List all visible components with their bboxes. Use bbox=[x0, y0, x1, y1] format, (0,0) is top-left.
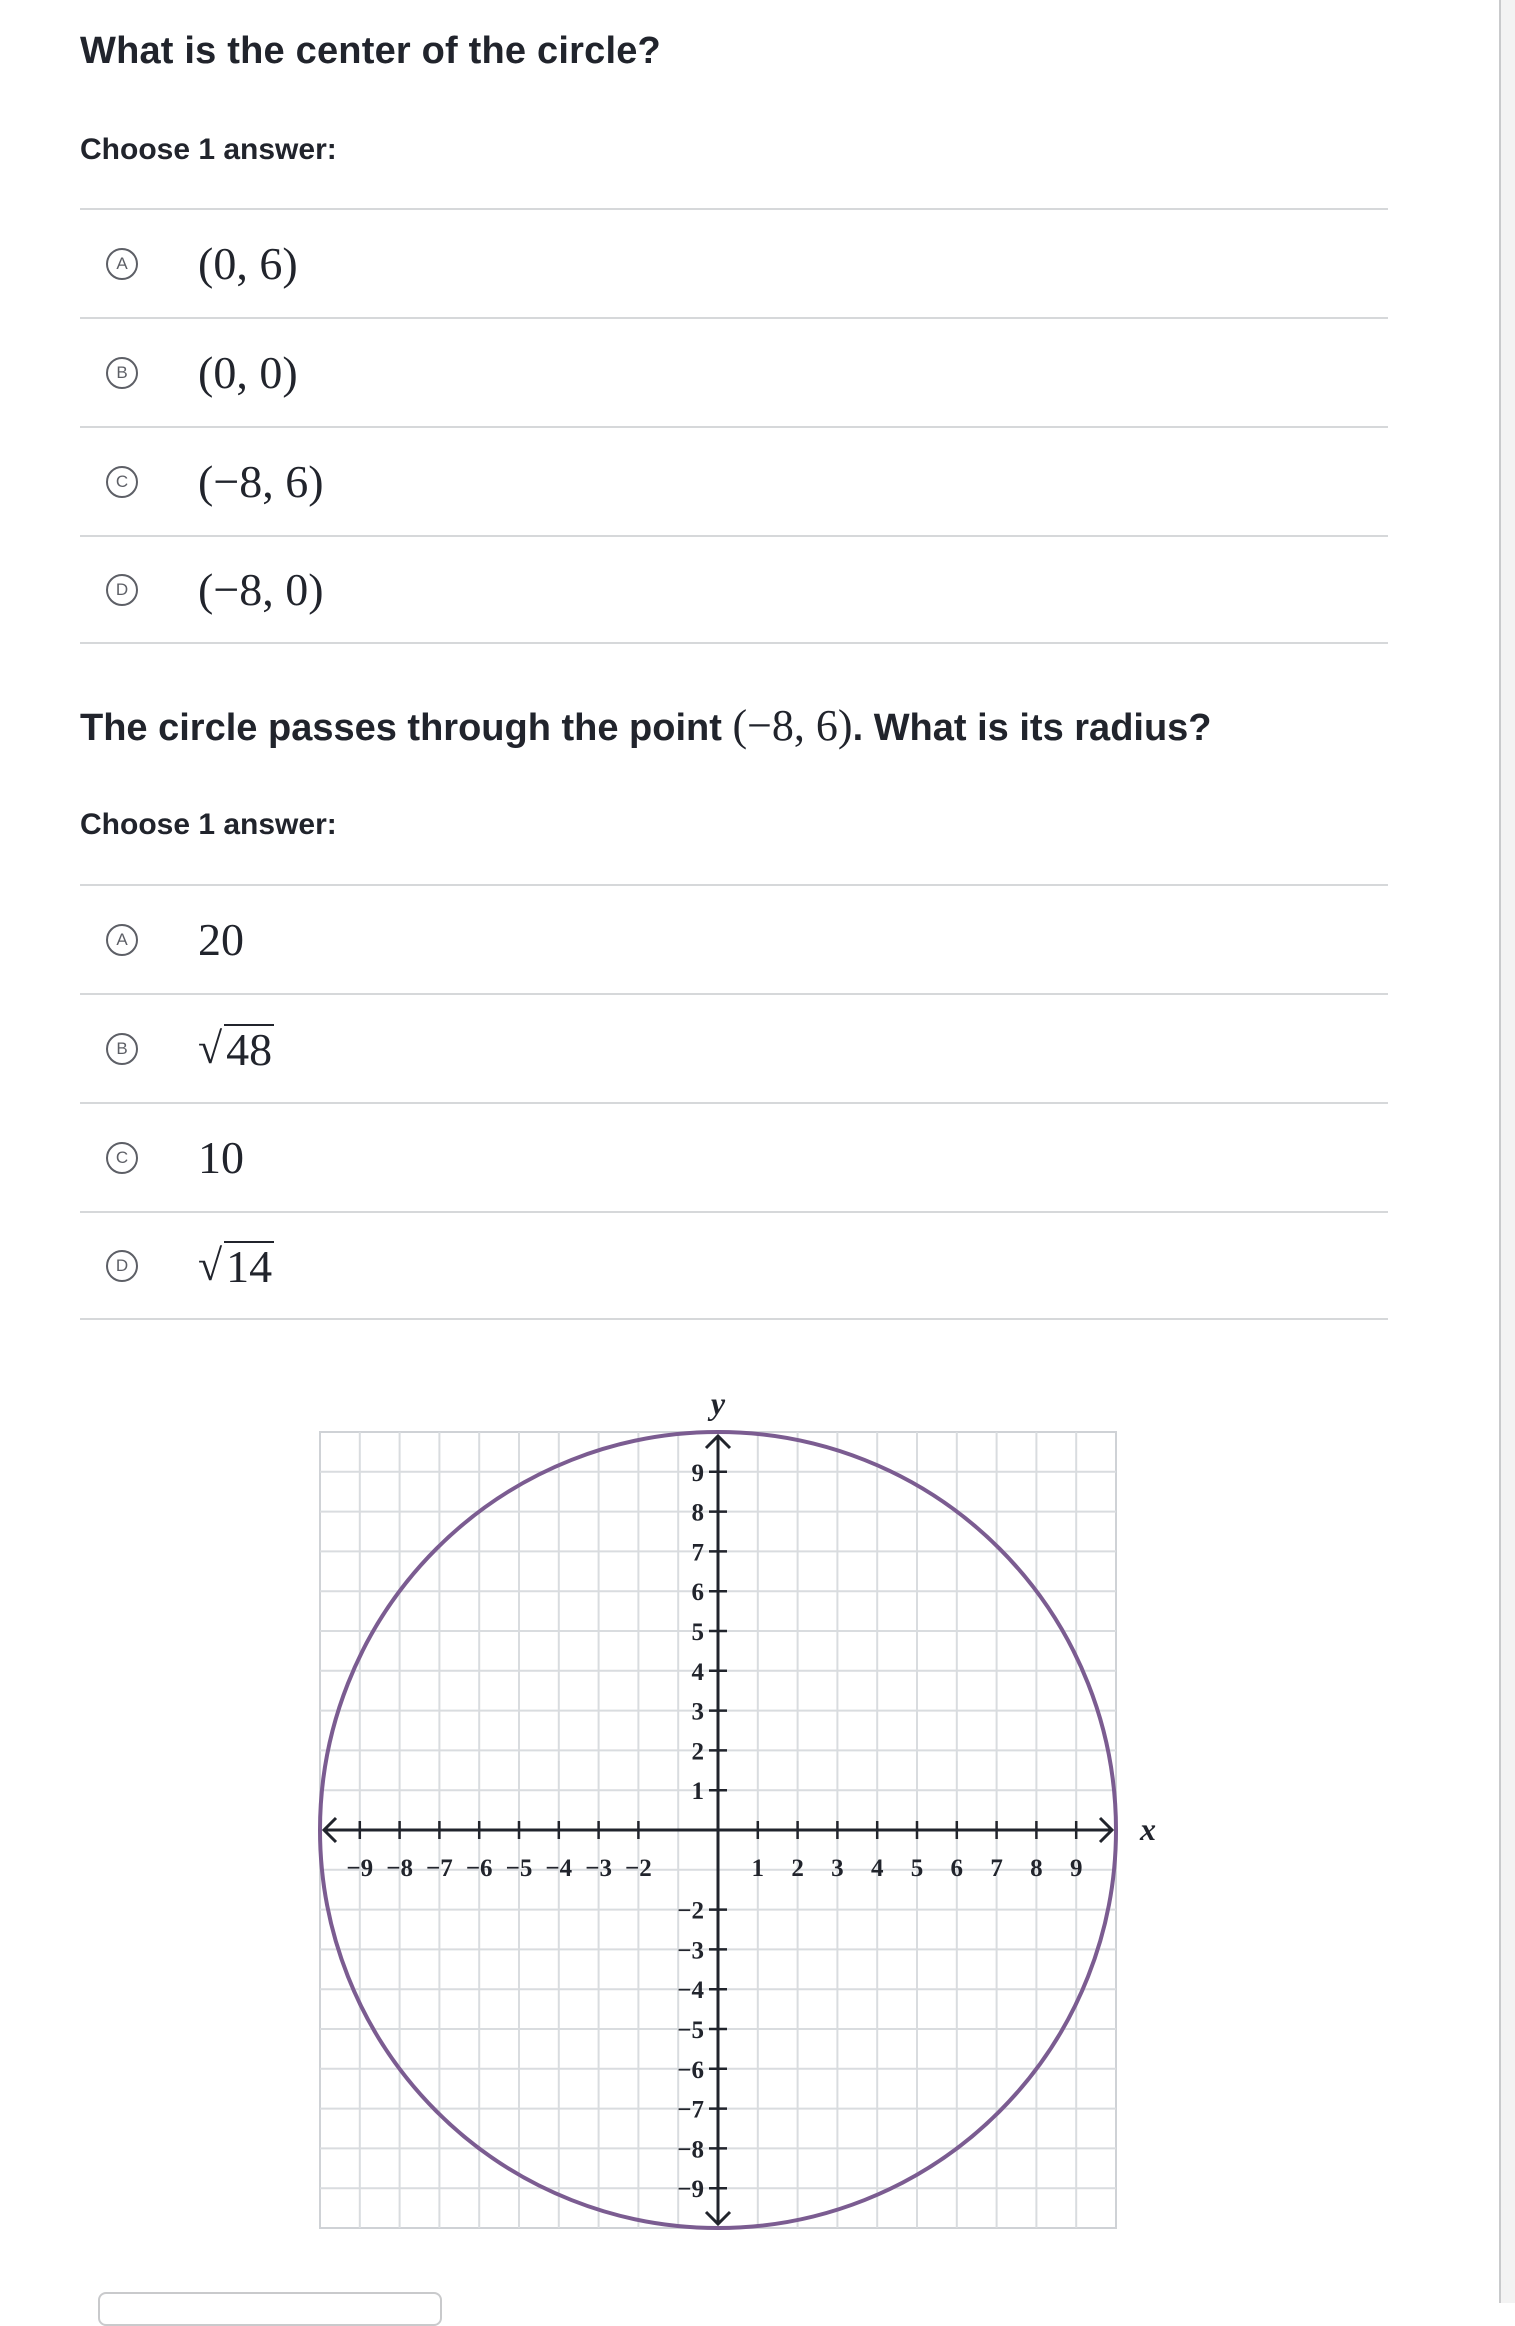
question2-title bbox=[80, 700, 1212, 751]
q1-choice-a[interactable] bbox=[80, 208, 1388, 317]
q2-choice-b[interactable] bbox=[80, 993, 1388, 1102]
y-tick-label: −8 bbox=[677, 2136, 704, 2164]
y-tick-label: −3 bbox=[677, 1937, 704, 1965]
choice-letter-b: B bbox=[106, 357, 138, 389]
x-tick-label: −3 bbox=[585, 1855, 612, 1882]
y-tick-label: 9 bbox=[691, 1459, 704, 1487]
question1-prompt: Choose 1 answer: bbox=[80, 133, 337, 166]
question2-title-before: The circle passes through the point bbox=[80, 707, 733, 749]
choice-answer: (0, 0) bbox=[198, 347, 298, 398]
x-tick-label: −4 bbox=[545, 1855, 573, 1882]
x-tick-label: 5 bbox=[910, 1855, 924, 1882]
x-tick-label: −9 bbox=[346, 1855, 374, 1882]
choice-letter-a: A bbox=[106, 924, 138, 956]
q2-choice-c[interactable] bbox=[80, 1102, 1388, 1211]
y-tick-label: 1 bbox=[691, 1778, 704, 1806]
radicand: 14 bbox=[226, 1240, 273, 1292]
q1-choice-d[interactable] bbox=[80, 535, 1388, 644]
x-tick-label: −6 bbox=[465, 1855, 493, 1882]
choice-letter-c: C bbox=[106, 1142, 138, 1174]
q2-choice-d[interactable] bbox=[80, 1211, 1388, 1320]
x-axis-label: x bbox=[1140, 1811, 1156, 1847]
scrollbar[interactable] bbox=[1499, 0, 1515, 2303]
x-tick-label: −2 bbox=[625, 1855, 652, 1882]
y-tick-label: 6 bbox=[691, 1579, 704, 1607]
choice-letter-b: B bbox=[106, 1033, 138, 1065]
x-tick-label: 9 bbox=[1069, 1855, 1083, 1882]
y-tick-label: 3 bbox=[691, 1698, 704, 1726]
y-tick-label: −4 bbox=[677, 1977, 704, 2005]
x-tick-label: 4 bbox=[870, 1855, 884, 1882]
x-tick-label: 8 bbox=[1030, 1855, 1043, 1882]
x-tick-label: 3 bbox=[831, 1855, 844, 1882]
choice-letter-a: A bbox=[106, 248, 138, 280]
choice-answer: (−8, 6) bbox=[198, 456, 324, 507]
x-tick-label: 6 bbox=[950, 1855, 964, 1882]
y-tick-label: 8 bbox=[691, 1499, 704, 1527]
choice-answer-sqrt bbox=[198, 1240, 274, 1291]
question2-title-after: . What is its radius? bbox=[852, 707, 1212, 749]
question1-title: What is the center of the circle? bbox=[80, 30, 661, 72]
q2-choice-a[interactable] bbox=[80, 884, 1388, 993]
question2-title-point: (−8, 6) bbox=[732, 701, 853, 750]
radical-sign: √ bbox=[198, 1024, 223, 1073]
x-tick-label: 1 bbox=[751, 1855, 765, 1882]
choice-answer: (0, 6) bbox=[198, 238, 298, 289]
choice-letter-c: C bbox=[106, 466, 138, 498]
y-tick-label: −2 bbox=[677, 1897, 704, 1925]
y-tick-label: −9 bbox=[677, 2176, 704, 2204]
y-tick-label: −7 bbox=[677, 2096, 704, 2124]
question2-choices bbox=[80, 884, 1388, 1320]
x-tick-label: 2 bbox=[791, 1855, 804, 1882]
choice-letter-d: D bbox=[106, 1250, 138, 1282]
x-tick-label: −7 bbox=[426, 1855, 453, 1882]
radicand: 48 bbox=[226, 1023, 273, 1075]
question1-choices bbox=[80, 208, 1388, 644]
x-tick-label: −8 bbox=[386, 1855, 413, 1882]
y-tick-label: −5 bbox=[677, 2017, 704, 2044]
q1-choice-b[interactable] bbox=[80, 317, 1388, 426]
coordinate-plane-graph bbox=[300, 1370, 1200, 2250]
choice-letter-d: D bbox=[106, 574, 138, 606]
y-tick-label: −6 bbox=[677, 2056, 704, 2084]
q1-choice-c[interactable] bbox=[80, 426, 1388, 535]
y-tick-label: 4 bbox=[691, 1658, 704, 1686]
choice-answer: 10 bbox=[198, 1132, 244, 1183]
choice-answer: 20 bbox=[198, 914, 244, 965]
bottom-button[interactable] bbox=[98, 2292, 442, 2326]
x-tick-label: −5 bbox=[505, 1855, 533, 1882]
choice-answer: (−8, 0) bbox=[198, 564, 324, 615]
choice-answer-sqrt bbox=[198, 1023, 274, 1074]
y-tick-label: 5 bbox=[691, 1619, 704, 1646]
radical-sign: √ bbox=[198, 1241, 223, 1290]
x-tick-label: 7 bbox=[990, 1855, 1003, 1882]
y-tick-label: 2 bbox=[691, 1738, 704, 1766]
y-tick-label: 7 bbox=[691, 1539, 704, 1567]
question2-prompt: Choose 1 answer: bbox=[80, 808, 337, 841]
y-axis-label: y bbox=[710, 1385, 726, 1421]
